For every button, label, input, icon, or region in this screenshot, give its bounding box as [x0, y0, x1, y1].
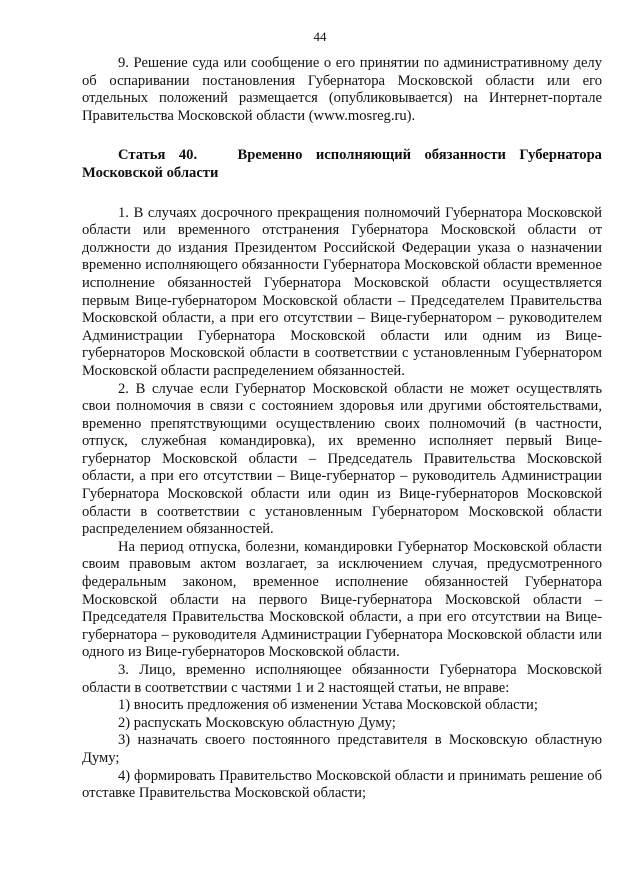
article-heading — [82, 147, 602, 182]
paragraph-part-1: 1. В случаях досрочного прекращения полномочий Губернатора Московской области или временного отстранения Губернатора Московской области от должности до издания Президентом Российской Федерации указа о назначении временно исполняющего обязанности Губернатора Московской области временное исполнение обязанностей Губернатора Московской области осуществляется первым Вице-губернатором Московской области – Председателем Правительства Московской области, а при его отсутствии – Вице-губернатором – руководителем Администрации Губернатора Московской области или одним из Вице-губернаторов Московской области в соответствии с установленным Губернатором Московской области распределением обязанностей. — [82, 204, 602, 379]
article-label: Статья 40. — [118, 147, 198, 164]
list-item-2: 2) распускать Московскую областную Думу; — [118, 714, 396, 731]
paragraph-part-3: 3. Лицо, временно исполняющее обязанности Губернатора Московской области в соответствии с частями 1 и 2 настоящей статьи, не вправе: — [82, 662, 602, 696]
page-number: 44 — [313, 29, 327, 44]
document-body — [82, 55, 602, 803]
paragraph-9: 9. Решение суда или сообщение о его принятии по административному делу об оспаривании постановления Губернатора Московской области или его отдельных положений размещается (опубликовывается) на Интернет-портале Правительства Московской области (www.mosreg.ru). — [82, 55, 602, 124]
paragraph-part-2: 2. В случае если Губернатор Московской области не может осуществлять свои полномочия в связи с состоянием здоровья или другими обстоятельствами, временно препятствующими осуществлению своих полномочий (в частности, отпуск, служебная командировка), их временно исполняет первый Вице-губернатор Московской области – Председатель Правительства Московской области, а при его отсутствии – Вице-губернатор – руководитель Администрации Губернатора Московской области или один из Вице-губернаторов Московской области в соответствии с установленным Губернатором Московской области распределением обязанностей. — [82, 380, 602, 538]
article-title: Временно исполняющий обязанности Губернатора Московской области — [82, 147, 602, 181]
list-item-4: 4) формировать Правительство Московской области и принимать решение об отставке Правительства Московской области; — [82, 767, 602, 802]
paragraph-vacation: На период отпуска, болезни, командировки Губернатор Московской области своим правовым актом возлагает, за исключением случая, предусмотренного федеральным законом, временное исполнение обязанностей Губернатора Московской области на первого Вице-губернатора Московской области – Председателя Правительства Московской области, а при его отсутствии на Вице-губернатора – руководителя Администрации Губернатора Московской области или одного из Вице-губернаторов Московской области. — [82, 538, 602, 661]
list-item-3: 3) назначать своего постоянного представителя в Московскую областную Думу; — [82, 732, 602, 766]
list-item-1: 1) вносить предложения об изменении Устава Московской области; — [118, 697, 538, 714]
